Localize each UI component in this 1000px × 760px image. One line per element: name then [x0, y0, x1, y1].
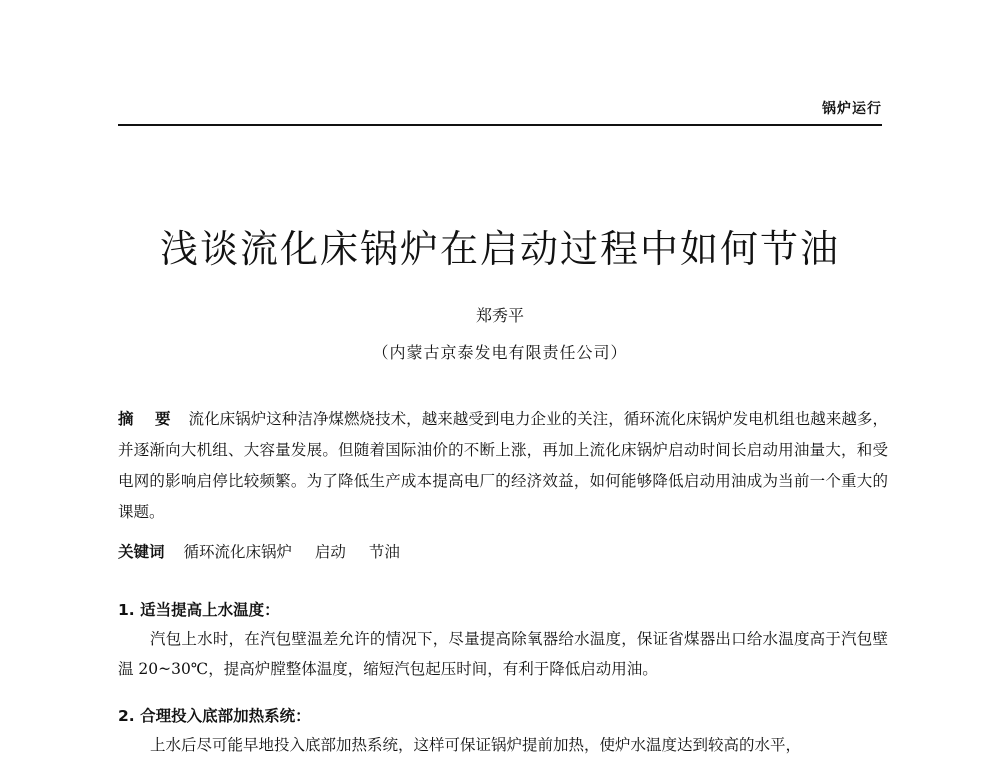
keyword-item: 循环流化床锅炉	[183, 543, 292, 561]
section-1	[118, 598, 888, 684]
section-paragraph: 汽包上水时，在汽包壁温差允许的情况下，尽量提高除氧器给水温度，保证省煤器出口给水温度高于汽包壁温 20~30℃，提高炉膛整体温度，缩短汽包起压时间，有利于降低启动用油。	[118, 630, 888, 678]
header-section-label: 锅炉运行	[822, 101, 882, 117]
author-name: 郑秀平	[475, 306, 524, 325]
section-paragraph: 上水后尽可能早地投入底部加热系统，这样可保证锅炉提前加热，使炉水温度达到较高的水平，	[150, 736, 802, 754]
abstract-text: 流化床锅炉这种洁净煤燃烧技术，越来越受到电力企业的关注，循环流化床锅炉发电机组也越来越多，并逐渐向大机组、大容量发展。但随着国际油价的不断上涨，再加上流化床锅炉启动时间长启动用油量大，和受电网的影响启停比较频繁。为了降低生产成本提高电厂的经济效益，如何能够降低启动用油成为当前一个重大的课题。	[118, 410, 888, 521]
abstract-label: 摘 要	[118, 409, 179, 428]
keyword-item: 节油	[368, 543, 400, 561]
keyword-item: 启动	[314, 543, 346, 561]
section-heading: 2. 合理投入底部加热系统：	[118, 707, 311, 725]
section-2	[118, 704, 888, 760]
author-affiliation: （内蒙古京泰发电有限责任公司）	[372, 343, 628, 362]
keywords	[118, 540, 418, 562]
keywords-label: 关键词	[118, 543, 165, 561]
header-rule	[118, 124, 882, 126]
abstract	[118, 403, 888, 528]
article-title: 浅谈流化床锅炉在启动过程中如何节油	[159, 227, 840, 271]
section-heading: 1. 适当提高上水温度：	[118, 601, 280, 619]
